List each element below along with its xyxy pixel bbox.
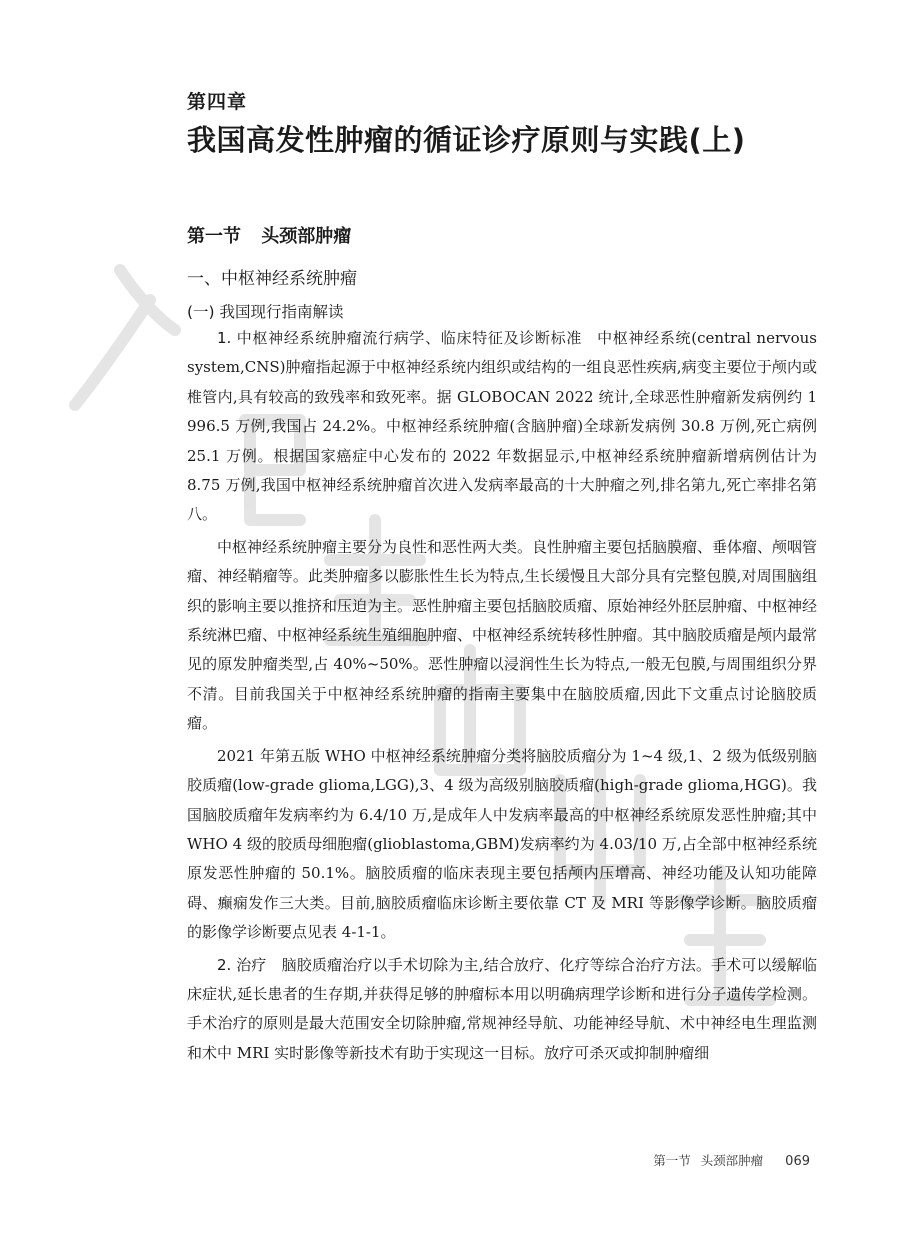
page-footer — [653, 1151, 810, 1169]
chapter-label: 第四章 — [187, 91, 248, 113]
paragraph-1-text: 中枢神经系统(central nervous system,CNS)肿瘤指起源于中枢神经系统内组织或结构的一组良恶性疾病,病变主要位于颅内或椎管内,具有较高的致残率和致死率。据 GLOBOCAN 2022 统计,全球恶性肿瘤新发病例约 1 996.5 万例,我国占 24.2%。中枢神经系统肿瘤(含脑肿瘤)全球新发病例 30.8 万例,死亡病例 25.1 万例。根据国家癌症中心发布的 2022 年数据显示,中枢神经系统肿瘤新增病例估计为 8.75 万例,我国中枢神经系统肿瘤首次进入发病率最高的十大肿瘤之列,排名第九,死亡率排名第八。 — [187, 329, 817, 524]
paragraph-4 — [187, 951, 817, 1069]
paragraph-1-heading: 1. 中枢神经系统肿瘤流行病学、临床特征及诊断标准 — [217, 329, 583, 347]
paragraph-2: 中枢神经系统肿瘤主要分为良性和恶性两大类。良性肿瘤主要包括脑膜瘤、垂体瘤、颅咽管瘤、神经鞘瘤等。此类肿瘤多以膨胀性生长为特点,生长缓慢且大部分具有完整包膜,对周围脑组织的影响主要以推挤和压迫为主。恶性肿瘤主要包括脑胶质瘤、原始神经外胚层肿瘤、中枢神经系统淋巴瘤、中枢神经系统生殖细胞肿瘤、中枢神经系统转移性肿瘤。其中脑胶质瘤是颅内最常见的原发肿瘤类型,占 40%~50%。恶性肿瘤以浸润性生长为特点,一般无包膜,与周围组织分界不清。目前我国关于中枢神经系统肿瘤的指南主要集中在脑胶质瘤,因此下文重点讨论脑胶质瘤。 — [187, 537, 818, 733]
paragraph-4-heading: 2. 治疗 — [217, 955, 267, 974]
body-text — [187, 324, 817, 1071]
section-title: 第一节 头颈部肿瘤 — [187, 226, 352, 247]
footer-section-title: 第一节 头颈部肿瘤 — [653, 1153, 764, 1168]
page-number: 069 — [785, 1154, 810, 1169]
paragraph-3: 2021 年第五版 WHO 中枢神经系统肿瘤分类将脑胶质瘤分为 1~4 级,1、2 级为低级别脑胶质瘤(low-grade glioma,LGG),3、4 级为高级别脑胶质瘤(high-grade glioma,HGG)。我国脑胶质瘤年发病率约为 6.4/10 万,是成年人中发病率最高的中枢神经系统原发恶性肿瘤;其中 WHO 4 级的胶质母细胞瘤(glioblastoma,GBM)发病率约为 4.03/10 万,占全部中枢神经系统原发恶性肿瘤的 50.1%。脑胶质瘤的临床表现主要包括颅内压增高、神经功能及认知功能障碍、癫痫发作三大类。目前,脑胶质瘤临床诊断主要依靠 CT 及 MRI 等影像学诊断。脑胶质瘤的影像学诊断要点见表 4-1-1。 — [187, 746, 817, 942]
subsubsection-title: (一) 我国现行指南解读 — [187, 303, 344, 321]
paragraph-1 — [187, 324, 817, 530]
paragraph-4-text: 脑胶质瘤治疗以手术切除为主,结合放疗、化疗等综合治疗方法。手术可以缓解临床症状,延长患者的生存期,并获得足够的肿瘤标本用以明确病理学诊断和进行分子遗传学检测。手术治疗的原则是最大范围安全切除肿瘤,常规神经导航、功能神经导航、术中神经电生理监测和术中 MRI 实时影像等新技术有助于实现这一目标。放疗可杀灭或抑制肿瘤细 — [187, 955, 817, 1062]
chapter-title: 我国高发性肿瘤的循证诊疗原则与实践(上) — [187, 123, 746, 157]
subsection-title: 一、中枢神经系统肿瘤 — [187, 269, 357, 289]
